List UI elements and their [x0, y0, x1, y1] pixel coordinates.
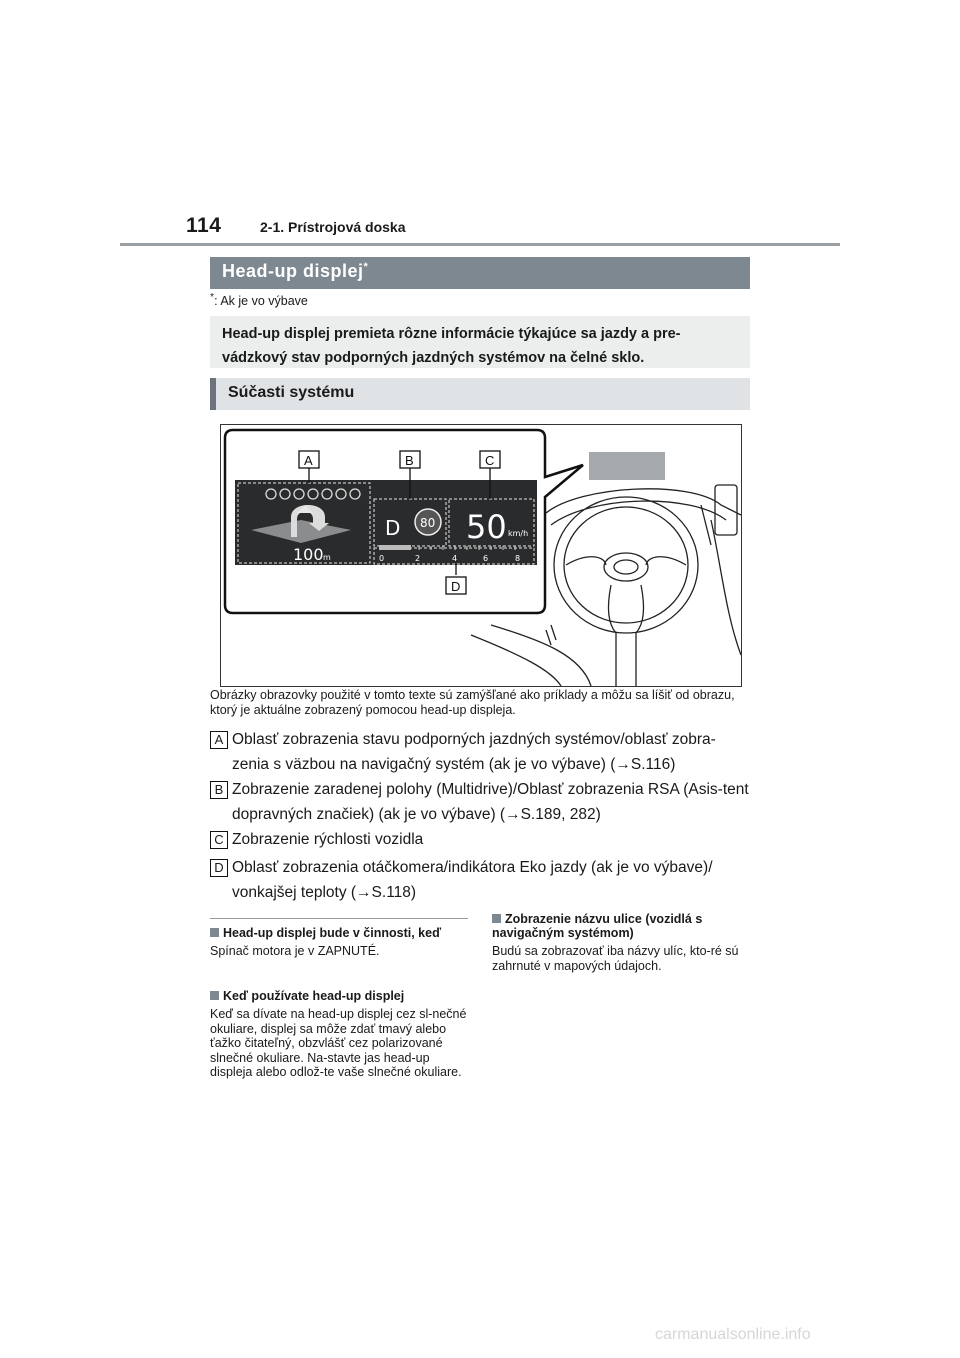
- tach-label-0: 0: [379, 554, 385, 563]
- item-letter: D: [210, 859, 228, 877]
- header-rule: [120, 243, 840, 246]
- note-body: Spínač motora je v ZAPNUTÉ.: [210, 944, 380, 958]
- item-text: Oblasť zobrazenia otáčkomera/indikátora Eko jazdy (ak je vo výbave)/ vonkajšej teploty (→S.118): [232, 859, 713, 901]
- watermark: carmanualsonline.info: [655, 1326, 811, 1343]
- note-heading: Head-up displej bude v činnosti, keď: [223, 926, 442, 940]
- note-3: [492, 912, 750, 973]
- callout-c: C: [485, 453, 495, 468]
- subsection-title: Súčasti systému: [228, 384, 355, 401]
- note-heading: Keď používate head-up displej: [223, 989, 405, 1003]
- item-text: Oblasť zobrazenia stavu podporných jazdných systémov/oblasť zobra-zenia s väzbou na navigačný systém (ak je vo výbave) (→S.116): [232, 731, 716, 773]
- intro-text: Head-up displej premieta rôzne informácie týkajúce sa jazdy a pre-vádzkový stav podporných jazdných systémov na čelné sklo.: [222, 326, 681, 366]
- item-text: Zobrazenie rýchlosti vozidla: [232, 831, 424, 848]
- note-body: Keď sa dívate na head-up displej cez sl-nečné okuliare, displej sa môže zdať tmavý alebo ťažko čitateľný, obzvlášť cez polarizované slnečné okuliare. Na-stavte jas head-up displeja alebo odlož-te vaše slnečné okuliare.: [210, 1007, 467, 1079]
- list-item: [210, 727, 750, 777]
- footnote: [210, 292, 308, 308]
- list-item: [210, 827, 750, 852]
- note-body: Budú sa zobrazovať iba názvy ulíc, kto-ré sú zahrnuté v mapových údajoch.: [492, 944, 739, 973]
- hud-sign: 80: [420, 516, 436, 530]
- tach-bar: [379, 545, 411, 550]
- item-text: Zobrazenie zaradenej polohy (Multidrive)/Oblasť zobrazenia RSA (Asis-tent dopravných značiek) (ak je vo výbave) (→S.189, 282): [232, 781, 749, 823]
- note-heading: Zobrazenie názvu ulice (vozidlá s navigačným systémom): [492, 912, 703, 940]
- footnote-text: : Ak je vo výbave: [214, 294, 308, 309]
- item-letter: C: [210, 831, 228, 849]
- list-item: [210, 855, 750, 905]
- hud-distance-unit: m: [323, 553, 331, 562]
- subsection-bar: [210, 378, 750, 410]
- callout-b: B: [405, 453, 414, 468]
- item-letter: B: [210, 781, 228, 799]
- hud-speed: 50: [466, 508, 507, 546]
- note-2: [210, 989, 468, 1080]
- item-letter: A: [210, 731, 228, 749]
- tach-label-8: 8: [515, 554, 521, 563]
- hud-illustration: [220, 424, 742, 687]
- callout-d: D: [451, 579, 461, 594]
- figure-caption: Obrázky obrazovky použité v tomto texte sú zamýšľané ako príklady a môžu sa líšiť od obrazu, ktorý je aktuálne zobrazený pomocou head-up displeja.: [210, 688, 735, 717]
- tach-label-6: 6: [483, 554, 489, 563]
- footnote-mark: *: [210, 292, 215, 303]
- chapter-title: 2-1. Prístrojová doska: [260, 219, 406, 235]
- hud-speed-unit: km/h: [508, 529, 529, 538]
- tach-label-4: 4: [452, 554, 458, 563]
- projection-area: [589, 452, 665, 480]
- note-1: [210, 926, 468, 959]
- page-number: 114: [186, 214, 222, 237]
- hud-gear: D: [385, 516, 401, 540]
- hud-distance: 100: [293, 545, 324, 564]
- notes-separator: [210, 918, 468, 919]
- section-title: Head-up displej: [222, 261, 364, 281]
- list-item: [210, 777, 750, 827]
- section-title-bar: [210, 257, 750, 289]
- intro-box: [210, 316, 750, 368]
- callout-a: A: [304, 453, 313, 468]
- tach-label-2: 2: [415, 554, 421, 563]
- title-asterisk: *: [363, 261, 369, 273]
